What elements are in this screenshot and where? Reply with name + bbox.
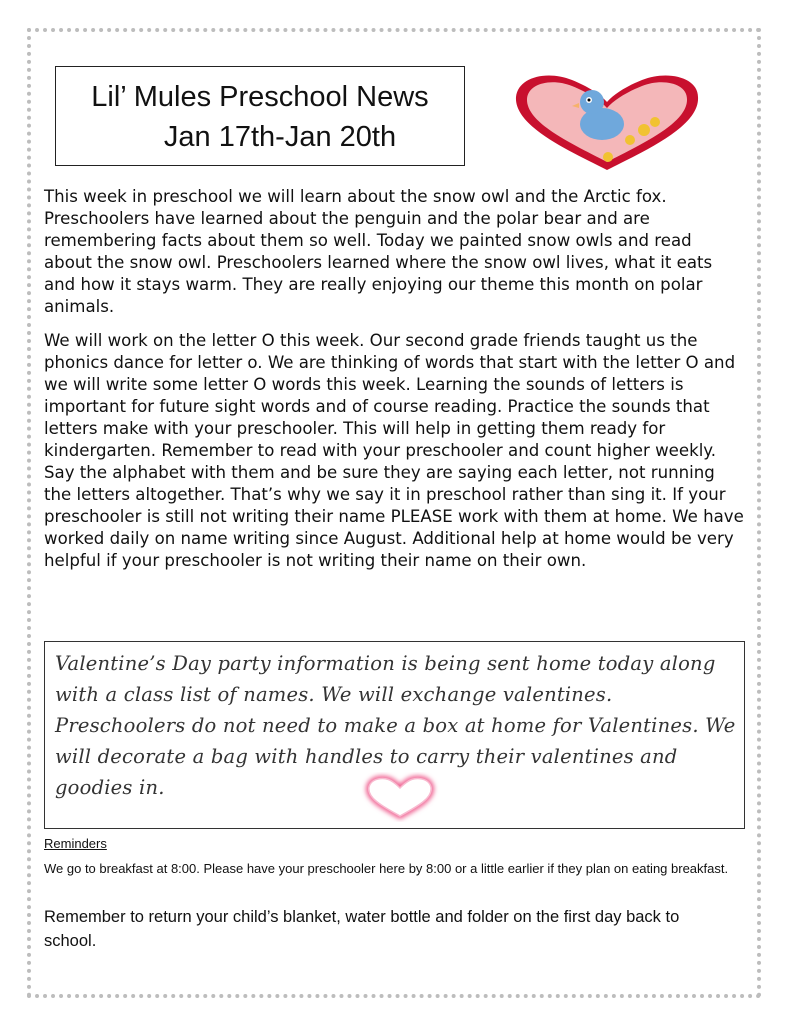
paragraph-letter-o: We will work on the letter O this week. Our second grade friends taught us the phonics dance for letter o. We are thinking of words that start with the letter O and we will write some letter O words this week. Learning the sounds of letters is important for future sight words and of course reading. Practice the sounds that letters make with your preschooler. This will help in getting them ready for kindergarten. Remember to read with your preschooler and count higher weekly. Say the alphabet with them and be sure they are saying each letter, not running the letters altogether. That’s why we say it in preschool rather than sing it. If your preschooler is still not writing their name PLEASE work with them at home. We have worked daily on name writing since August. Additional help at home would be very helpful if your preschooler is not writing their name on their own. (44, 331, 744, 570)
valentine-note-text: Valentine’s Day party information is being sent home today along with a class list of names. We will exchange valentines. Preschoolers do not need to make a box at home for Valentines. We will decorate a bag with handles to carry their valentines and goodies in. (55, 652, 736, 799)
heart-icon (357, 772, 443, 822)
newsletter-title: Lil’ Mules Preschool News (91, 81, 429, 113)
reminder-return-items: Remember to return your child’s blanket, water bottle and folder on the first day back to school. (44, 908, 680, 950)
reminders-heading: Reminders (44, 836, 107, 851)
newsletter-dates: Jan 17th-Jan 20th (163, 121, 397, 153)
valentine-note-box (44, 641, 745, 829)
reminder-breakfast: We go to breakfast at 8:00. Please have your preschooler here by 8:00 or a little earlier if they plan on eating breakfast. (44, 861, 729, 876)
title-box (55, 66, 465, 166)
valentine-heart-image (512, 72, 702, 172)
paragraph-polar-animals: This week in preschool we will learn about the snow owl and the Arctic fox. Preschoolers have learned about the penguin and the polar bear and are remembering facts about them so well. Today we painted snow owls and read about the snow owl. Preschoolers learned where the snow owl lives, what it eats and how it stays warm. They are really enjoying our theme this month on polar animals. (44, 187, 713, 316)
